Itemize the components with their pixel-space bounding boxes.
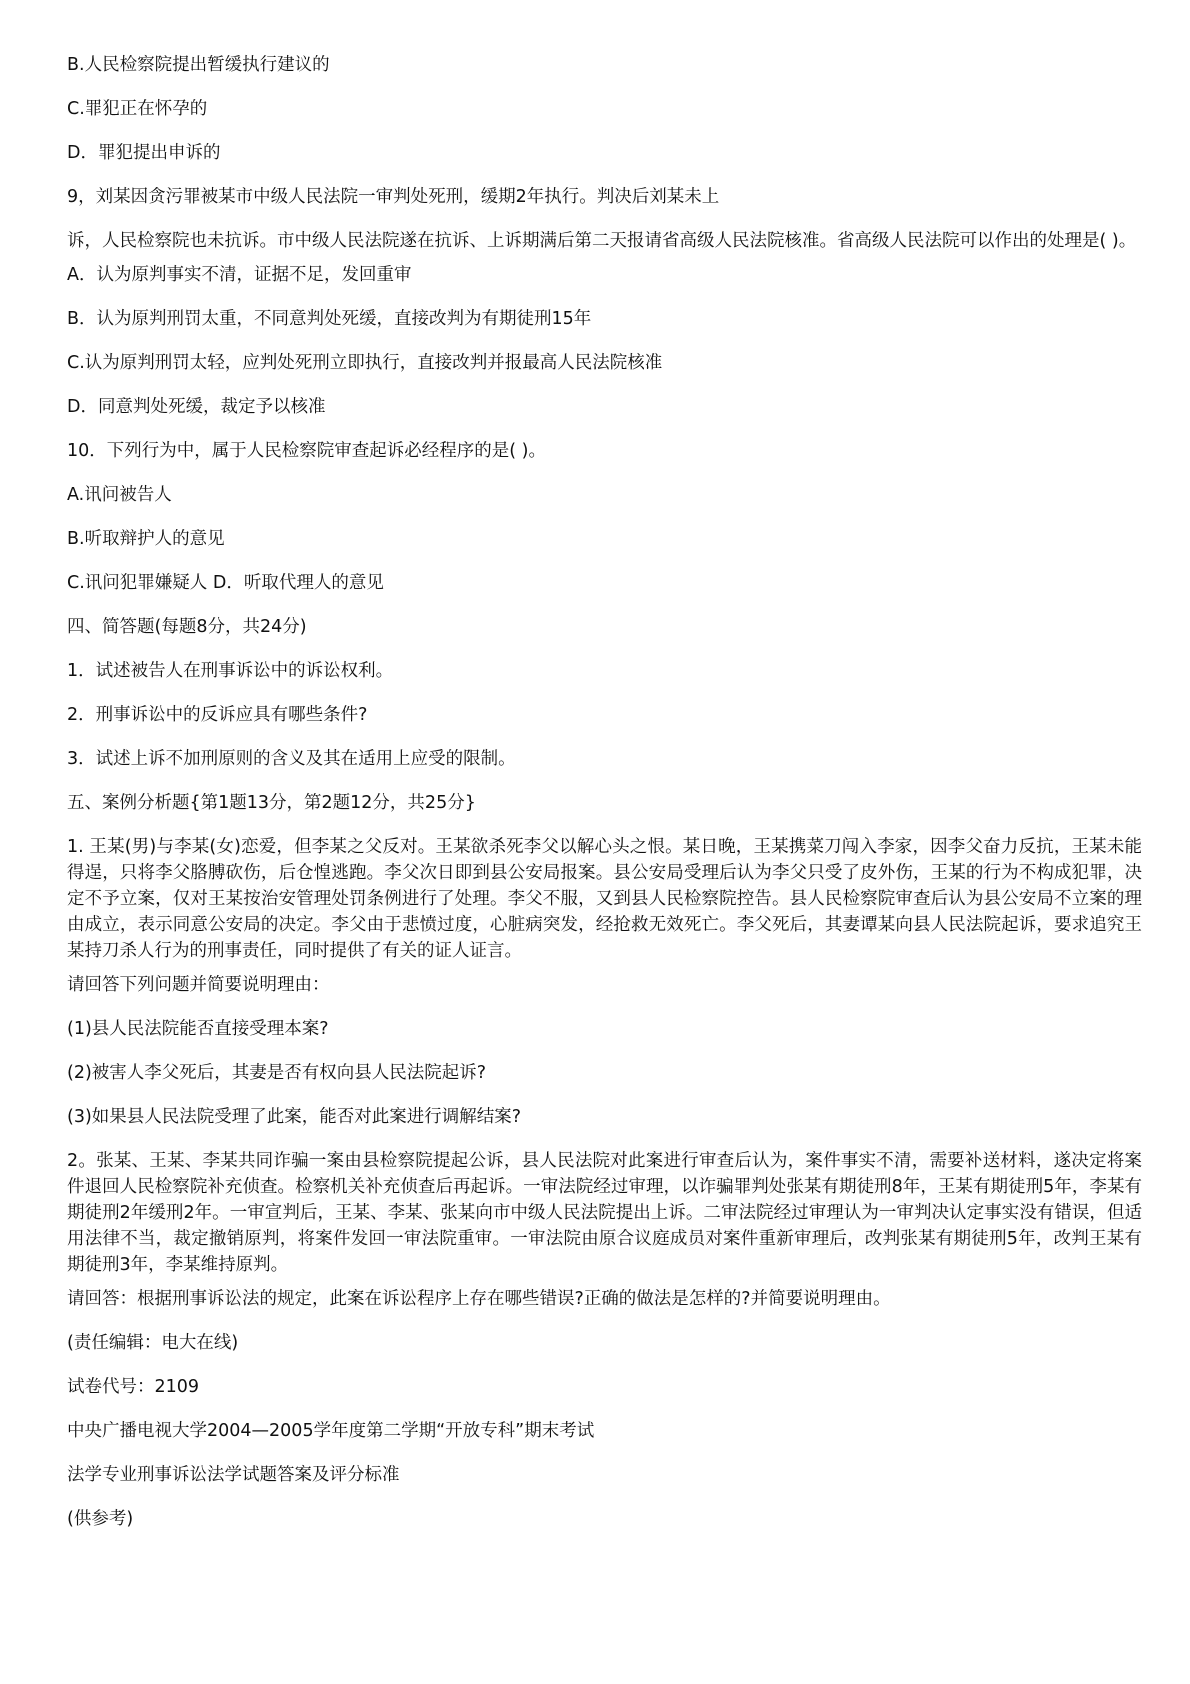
question-9-option-a: A．认为原判事实不清，证据不足，发回重审 (67, 265, 412, 285)
case-1-prompt: 请回答下列问题并简要说明理由： (67, 975, 330, 995)
section-5-heading: 五、案例分析题{第1题13分，第2题12分，共25分} (67, 793, 476, 813)
editor-note: (责任编辑：电大在线) (67, 1333, 239, 1353)
answer-key-title: 法学专业刑事诉讼法学试题答案及评分标准 (67, 1465, 400, 1485)
case-2-prompt: 请回答：根据刑事诉讼法的规定，此案在诉讼程序上存在哪些错误?正确的做法是怎样的?并简要说明理由。 (67, 1289, 891, 1309)
question-10-option-b: B.听取辩护人的意见 (67, 529, 225, 549)
paragraph-option-b: B.人民检察院提出暂缓执行建议的 (67, 55, 330, 75)
exam-title: 中央广播电视大学2004—2005学年度第二学期“开放专科”期末考试 (67, 1421, 595, 1441)
case-1-question-1: (1)县人民法院能否直接受理本案? (67, 1019, 329, 1039)
question-10: 10．下列行为中，属于人民检察院审查起诉必经程序的是( )。 (67, 441, 546, 461)
question-9-line1: 9，刘某因贪污罪被某市中级人民法院一审判处死刑，缓期2年执行。判决后刘某未上 (67, 187, 720, 207)
section-4-heading: 四、简答题(每题8分，共24分) (67, 617, 307, 637)
question-10-option-cd: C.讯问犯罪嫌疑人 D．听取代理人的意见 (67, 573, 384, 593)
document-page (67, 52, 1142, 1550)
question-10-option-a: A.讯问被告人 (67, 485, 172, 505)
question-9-option-b: B．认为原判刑罚太重，不同意判处死缓，直接改判为有期徒刑15年 (67, 309, 592, 329)
short-answer-1: 1．试述被告人在刑事诉讼中的诉讼权利。 (67, 661, 394, 681)
case-1-question-3: (3)如果县人民法院受理了此案，能否对此案进行调解结案? (67, 1107, 522, 1127)
question-9-line2: 诉，人民检察院也未抗诉。市中级人民法院遂在抗诉、上诉期满后第二天报请省高级人民法院核准。省高级人民法院可以作出的处理是( )。 (67, 231, 1137, 251)
case-2-text: 2。张某、王某、李某共同诈骗一案由县检察院提起公诉，县人民法院对此案进行审查后认为，案件事实不清，需要补送材料，遂决定将案件退回人民检察院补充侦查。检察机关补充侦查后再起诉。一审法院经过审理，以诈骗罪判处张某有期徒刑8年，王某有期徒刑5年，李某有期徒刑2年缓刑2年。一审宣判后，王某、李某、张某向市中级人民法院提出上诉。二审法院经过审理认为一审判决认定事实没有错误，但适用法律不当，裁定撤销原判，将案件发回一审法院重审。一审法院由原合议庭成员对案件重新审理后，改判张某有期徒刑5年，改判王某有期徒刑3年，李某维持原判。 (67, 1151, 1142, 1275)
case-1-question-2: (2)被害人李父死后，其妻是否有权向县人民法院起诉? (67, 1063, 487, 1083)
short-answer-3: 3．试述上诉不加刑原则的含义及其在适用上应受的限制。 (67, 749, 516, 769)
case-1-text: 1. 王某(男)与李某(女)恋爱，但李某之父反对。王某欲杀死李父以解心头之恨。某日晚，王某携菜刀闯入李家，因李父奋力反抗，王某未能得逞，只将李父胳膊砍伤，后仓惶逃跑。李父次日即到县公安局报案。县公安局受理后认为李父只受了皮外伤，王某的行为不构成犯罪，决定不予立案，仅对王某按治安管理处罚条例进行了处理。李父不服，又到县人民检察院控告。县人民检察院审查后认为县公安局不立案的理由成立，表示同意公安局的决定。李父由于悲愤过度，心脏病突发，经抢救无效死亡。李父死后，其妻谭某向县人民法院起诉，要求追究王某持刀杀人行为的刑事责任，同时提供了有关的证人证言。 (67, 837, 1142, 961)
paper-code: 试卷代号：2109 (67, 1377, 200, 1397)
question-9-option-d: D．同意判处死缓，裁定予以核准 (67, 397, 326, 417)
short-answer-2: 2．刑事诉讼中的反诉应具有哪些条件? (67, 705, 368, 725)
paragraph-option-c: C.罪犯正在怀孕的 (67, 99, 208, 119)
paragraph-option-d: D．罪犯提出申诉的 (67, 143, 221, 163)
question-9-option-c: C.认为原判刑罚太轻，应判处死刑立即执行，直接改判并报最高人民法院核准 (67, 353, 663, 373)
reference-note: (供参考) (67, 1509, 134, 1529)
